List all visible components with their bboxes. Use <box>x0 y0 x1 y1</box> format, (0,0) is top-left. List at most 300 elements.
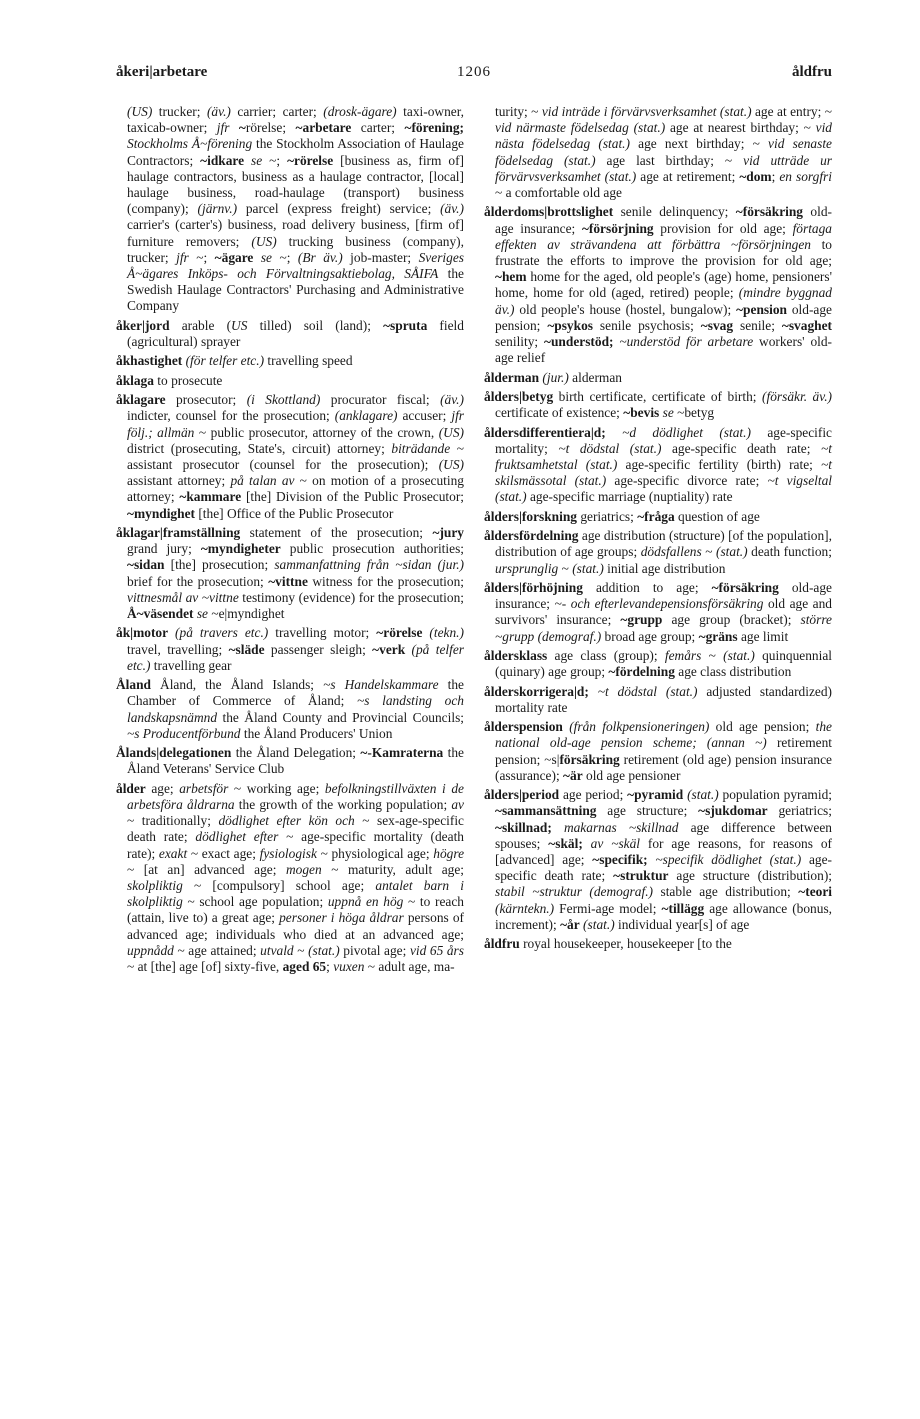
bold-term: ~vittne <box>268 573 308 589</box>
entry-text: ~; <box>272 249 298 265</box>
dictionary-entry <box>484 648 832 680</box>
italic-term: dödsfallens <box>640 544 702 560</box>
entry-text: geriatrics; <box>576 508 638 524</box>
entry-text: assistant attorney; <box>127 473 231 489</box>
entry-text: senile; <box>733 317 782 333</box>
italic-term: större ~grupp (demograf.) <box>495 612 832 644</box>
entry-text: home for the aged, old people's (age) home, pensioners' home, home for old (aged, retired) people; <box>495 269 832 301</box>
entry-text: [the] Office of the Public Prosecutor <box>194 505 394 521</box>
entry-text: turity; ~ <box>495 104 542 119</box>
bold-term: åkhastighet <box>116 353 183 369</box>
entry-text: [business as, firm of] haulage contractors, business as a haulage contractor, [local] haulage business, road-haulage (transport) business (company); <box>127 152 464 217</box>
bold-term: ~är <box>563 767 583 783</box>
entry-text: ~ age attained; <box>173 942 261 958</box>
entry-text: the Åland Veterans' Service Club <box>127 745 464 777</box>
bold-term: Å~väsendet <box>127 606 194 622</box>
entry-text: age at retirement; <box>636 168 740 184</box>
entry-text: age-specific death rate; <box>661 440 822 456</box>
entry-text: adjusted standardized) mortality rate <box>495 683 832 715</box>
entry-text: ~ school age population; <box>182 894 328 910</box>
italic-term: (stat.) <box>308 942 340 958</box>
bold-term: ~verk <box>372 641 406 657</box>
dictionary-entry <box>484 787 832 933</box>
italic-term: biträdande <box>391 440 451 456</box>
entry-text: retirement pension; ~s| <box>495 735 832 767</box>
bold-term: ålderspension <box>484 719 563 735</box>
entry-text: age limit <box>737 628 789 644</box>
italic-term: the national old-age pension scheme; (annan ~) <box>495 719 832 751</box>
bold-term: ~försäkring <box>735 204 804 220</box>
italic-term: ~t dödstal (stat.) <box>558 440 662 456</box>
dictionary-entry <box>484 528 832 577</box>
entry-text: retirement (old age) pension insurance (assurance); <box>495 751 832 783</box>
bold-term: ålders|förhöjning <box>484 580 583 595</box>
bold-term: ålder <box>116 780 146 796</box>
entry-text: to prosecute <box>153 372 223 388</box>
entry-text: statement of the prosecution; <box>240 525 433 541</box>
italic-term: jfr <box>176 249 189 265</box>
italic-term: jfr följ.; allmän <box>127 408 464 440</box>
entry-text: age-specific divorce rate; <box>606 473 768 489</box>
entry-text: royal housekeeper, housekeeper [to the <box>519 936 732 952</box>
left-column <box>116 104 464 978</box>
entry-text: senility; <box>495 334 545 350</box>
entry-text: travel, travelling; <box>127 641 229 657</box>
entry-text: ~; <box>188 249 215 265</box>
bold-term: ~pyramid <box>627 787 684 803</box>
italic-term: personer i höga åldrar <box>279 910 404 926</box>
bold-term: ~förening; <box>404 120 465 136</box>
italic-term: (för telfer etc.) <box>185 353 265 369</box>
entry-text: ~ age-specific mortality (death rate); <box>127 829 464 861</box>
italic-term: av <box>451 797 464 813</box>
entry-text: age distribution (structure) [of the population], distribution of age groups; <box>495 528 832 560</box>
italic-term: vid 65 års <box>409 942 464 958</box>
italic-term: (drosk-ägare) <box>323 104 397 119</box>
italic-term: (på travers etc.) <box>175 625 269 641</box>
italic-term: befolkningstillväxten i de arbetsföra åldrarna <box>127 780 464 813</box>
entry-text: age at entry; ~ <box>751 104 833 119</box>
italic-term: (stat.) <box>687 787 719 803</box>
entry-text: old people's house (hostel, bungalow); <box>514 301 737 317</box>
entry-text: death function; <box>747 544 832 560</box>
italic-term: ursprunglig <box>495 560 559 576</box>
entry-text: ~ <box>701 648 724 663</box>
entry-text: age-specific death rate; <box>495 852 832 884</box>
bold-term: ~gräns <box>698 628 738 644</box>
italic-term: (på telfer etc.) <box>127 641 464 673</box>
right-column <box>484 104 832 956</box>
entry-text: ~ adult age, ma- <box>364 959 455 975</box>
italic-term: femårs <box>664 648 702 663</box>
entry-text: the Åland County and Provincial Councils; <box>217 709 464 725</box>
italic-term: (Br äv.) <box>297 249 343 265</box>
entry-text: age; <box>145 780 180 796</box>
bold-term: Ålands|delegationen <box>116 745 232 761</box>
bold-term: Åland <box>116 677 151 693</box>
entry-text: ~e|myndighet <box>208 606 285 622</box>
dictionary-entry <box>116 353 464 369</box>
bold-term: åldersfördelning <box>484 528 579 544</box>
dictionary-entry <box>484 389 832 421</box>
italic-term: (anklagare) <box>334 408 398 424</box>
dictionary-entry <box>116 373 464 389</box>
italic-term: ~t skilsmässotal (stat.) <box>495 457 832 489</box>
italic-term: (jur.) <box>542 369 569 385</box>
entry-text: ; <box>771 168 780 184</box>
entry-text: alderman <box>568 369 622 385</box>
italic-term: (stat.) <box>723 648 755 663</box>
entry-text: senile psychosis; <box>592 317 701 333</box>
bold-term: ~grupp <box>620 612 663 628</box>
italic-term: vuxen <box>333 959 365 975</box>
italic-term: ~t vigseltal (stat.) <box>495 473 833 505</box>
italic-term: på talan av <box>230 473 295 489</box>
italic-term: vid inträde i förvärvsverksamhet (stat.) <box>541 104 752 119</box>
dictionary-entry <box>484 936 832 952</box>
bold-term: ~rörelse <box>376 625 423 641</box>
entry-text: district (prosecuting, State's, circuit) attorney; <box>127 440 392 456</box>
entry-text: ~ <box>701 544 716 560</box>
italic-term: (äv.) <box>440 201 464 217</box>
entry-text: old age pensioner <box>582 767 681 783</box>
entry-text: broad age group; <box>601 628 699 644</box>
entry-text <box>168 625 175 640</box>
italic-term: dödlighet efter kön och <box>218 813 355 829</box>
entry-text: rörelse; <box>245 120 296 136</box>
entry-text: age-specific marriage (nuptiality) rate <box>526 489 733 505</box>
italic-term: vid nästa födelsedag (stat.) <box>495 120 832 152</box>
bold-term: ~ <box>229 120 246 136</box>
entry-text: age-specific mortality; <box>495 424 832 456</box>
entry-text: age difference between spouses; <box>495 819 832 851</box>
bold-term: åker|jord <box>116 317 170 333</box>
entry-text: initial age distribution <box>603 560 726 576</box>
bold-term: ~försörjning <box>581 220 654 236</box>
italic-term: US <box>231 317 248 333</box>
entry-text: old age pension; <box>709 719 816 735</box>
page-number: 1206 <box>457 64 491 80</box>
dictionary-entry <box>116 104 464 315</box>
bold-term: ~teori <box>798 884 832 900</box>
entry-text: procurator fiscal; <box>320 392 441 408</box>
bold-term: ~fördelning <box>608 664 675 680</box>
bold-term: ~dom <box>739 168 772 184</box>
italic-term: (tekn.) <box>429 625 464 641</box>
dictionary-entry <box>116 318 464 350</box>
entry-text: ~ [at an] advanced age; <box>127 861 286 877</box>
dictionary-entry <box>484 684 832 716</box>
entry-text: age structure; <box>596 803 699 819</box>
italic-term: exakt <box>158 845 188 861</box>
italic-term: se <box>251 152 263 168</box>
entry-text: age period; <box>559 787 628 803</box>
entry-text: age at nearest birthday; ~ <box>665 120 816 136</box>
italic-term: (US) <box>438 457 464 473</box>
entry-text: ~ <box>558 560 573 576</box>
entry-text: old-age pension; <box>495 301 832 333</box>
bold-term: ~försäkring <box>711 580 779 595</box>
dictionary-entry <box>116 781 464 975</box>
bold-term: åklaga <box>116 372 154 388</box>
entry-text: quinquennial (quinary) age group; <box>495 648 832 680</box>
italic-term: vittnesmål av ~vittne <box>127 589 239 605</box>
entry-text: field (agricultural) sprayer <box>127 317 464 350</box>
bold-term: ~svaghet <box>781 317 832 333</box>
entry-text: age class (group); <box>547 648 665 663</box>
dictionary-entry <box>116 392 464 522</box>
entry-text: workers' old-age relief <box>495 334 833 366</box>
entry-text: ~ sex-age-specific death rate; <box>127 813 464 845</box>
bold-term: ålders|betyg <box>484 389 554 405</box>
entry-text: certificate of existence; <box>495 405 624 421</box>
entry-text: ; <box>326 959 334 975</box>
entry-text: indicter, counsel for the prosecution; <box>127 408 335 424</box>
bold-term: ~understöd; <box>544 334 620 350</box>
italic-term: stabil ~struktur (demograf.) <box>495 884 653 900</box>
bold-term: ålders|forskning <box>484 508 577 524</box>
page-header <box>116 64 832 86</box>
entry-text: prosecutor; <box>165 392 247 408</box>
entry-text: ~ <box>293 942 309 958</box>
entry-text: witness for the prosecution; <box>307 573 464 589</box>
italic-term: (US) <box>127 104 153 119</box>
entry-text: age structure (distribution); <box>668 868 832 884</box>
bold-term: åklagare <box>116 392 166 408</box>
bold-term: ~fråga <box>637 508 675 524</box>
entry-text: age last birthday; ~ <box>595 152 744 168</box>
entry-text: age allowance (bonus, increment); <box>495 900 833 932</box>
italic-term: uppnå en hög <box>327 894 404 910</box>
entry-text: [the] Division of the Public Prosecutor; <box>241 489 464 505</box>
bold-term: åldersklass <box>484 648 548 663</box>
entry-text: old-age insurance; <box>495 580 832 612</box>
entry-text: age next birthday; ~ <box>629 136 769 152</box>
entry-text: age-specific fertility (birth) rate; <box>617 457 822 473</box>
bold-term: ~sidan <box>127 557 165 573</box>
bold-term: ~idkare <box>200 152 245 168</box>
entry-text: ~ a comfortable old age <box>495 185 622 201</box>
italic-term: dödlighet efter <box>195 829 279 845</box>
entry-text: taxi-owner, taxicab-owner; <box>127 104 464 136</box>
entry-text: for age reasons, for reasons of [advanced] age; <box>495 835 832 867</box>
entry-text: geriatrics; <box>767 803 832 819</box>
entry-text: ~ public prosecutor, attorney of the crown, <box>194 424 439 440</box>
bold-term: åk|motor <box>116 625 169 641</box>
italic-term: (stat.) <box>715 544 748 560</box>
entry-text: provision for old age; <box>653 220 793 236</box>
entry-text: the Swedish Haulage Contractors' Purchasing and Administrative Company <box>127 266 464 314</box>
entry-text: the Chamber of Commerce of Åland; <box>127 677 464 709</box>
entry-text: ~ maturity, adult age; <box>321 861 465 877</box>
entry-text: the Åland Producers' Union <box>240 725 393 741</box>
italic-term: ~- och efterlevandepensionsförsäkring <box>554 596 764 612</box>
entry-text: persons of advanced age; individuals who died at an advanced age; <box>127 910 464 942</box>
entry-text: age class distribution <box>674 664 792 680</box>
italic-term: sammanfattning från ~sidan (jur.) <box>274 557 464 573</box>
bold-term: ~skillnad; <box>495 819 564 835</box>
bold-term: ~skäl; <box>548 835 591 851</box>
italic-term: (mindre byggnad äv.) <box>495 285 832 317</box>
bold-term: ~ägare <box>214 249 254 265</box>
italic-term: vid närmaste födelsedag (stat.) <box>495 120 666 136</box>
italic-term: vid utträde ur förvärvsverksamhet (stat.) <box>495 152 832 184</box>
italic-term: (äv.) <box>440 392 464 408</box>
entry-text: travelling speed <box>264 353 353 369</box>
entry-text: birth certificate, certificate of birth; <box>553 389 763 405</box>
italic-term: ~s landsting och landskapsnämnd <box>127 693 464 725</box>
entry-text: job-master; <box>342 249 419 265</box>
dictionary-entry <box>484 580 832 645</box>
italic-term: (järnv.) <box>197 201 238 217</box>
italic-term: vid senaste födelsedag (stat.) <box>495 136 832 168</box>
entry-text: carrier; carter; <box>230 104 324 119</box>
entry-text: arable ( <box>169 317 232 333</box>
entry-text: Åland, the Åland Islands; <box>150 677 324 693</box>
entry-text <box>244 153 251 168</box>
entry-text: pivotal age; <box>339 942 410 958</box>
bold-term: ~spruta <box>383 317 428 333</box>
entry-text: ~ working age; <box>228 780 325 796</box>
entry-text: testimony (evidence) for the prosecution; <box>238 589 464 605</box>
entry-text: ~ physiological age; <box>316 845 434 861</box>
entry-text: senile delinquency; <box>613 204 736 220</box>
bold-term: ~arbetare <box>295 120 352 136</box>
entry-text: ~ exact age; <box>187 845 260 861</box>
bold-term: ålders|period <box>484 787 560 803</box>
bold-term: ~bevis <box>623 405 660 421</box>
entry-text: ~; <box>262 152 288 168</box>
italic-term: se <box>196 606 208 622</box>
dictionary-entry <box>484 370 832 386</box>
italic-term: utvald <box>260 942 294 958</box>
entry-text: ~betyg <box>673 405 715 421</box>
entry-text: trucker; <box>152 104 207 119</box>
dictionary-entry <box>484 719 832 784</box>
bold-term: ~struktur <box>613 868 669 884</box>
italic-term: av ~skäl <box>590 835 641 851</box>
entry-text: the growth of the working population; <box>234 797 452 813</box>
entry-text: passenger sleigh; <box>264 641 373 657</box>
entry-text: brief for the prosecution; <box>127 573 269 589</box>
italic-term: (äv.) <box>206 104 231 119</box>
entry-text: trucking business (company), trucker; <box>127 233 464 265</box>
italic-term: skolpliktig <box>127 878 183 894</box>
italic-term: uppnådd <box>127 942 174 958</box>
bold-term: ~myndigheter <box>200 541 281 557</box>
entry-text: population pyramid; <box>718 787 832 803</box>
entry-text: ~ assistant prosecutor (counsel for the prosecution); <box>127 440 464 473</box>
entry-text: ~ on motion of a prosecuting attorney; <box>127 473 464 505</box>
bold-term: åldfru <box>484 936 520 952</box>
dictionary-entry <box>484 509 832 525</box>
italic-term: (US) <box>251 233 277 249</box>
bold-term: ålderdoms|brottslighet <box>484 204 614 220</box>
bold-term: ~svag <box>700 317 734 333</box>
bold-term: ~tillägg <box>661 900 705 916</box>
italic-term: ~specifik dödlighet (stat.) <box>655 852 802 867</box>
bold-term: ~sjukdomar <box>698 803 768 819</box>
entry-text: to frustrate the efforts to improve the provision for old age; <box>495 236 832 269</box>
italic-term: antalet barn i skolpliktig <box>127 878 464 910</box>
entry-text: accuser; <box>397 408 452 424</box>
italic-term: ~s Handelskammare <box>323 677 439 693</box>
italic-term: fysiologisk <box>259 845 317 861</box>
bold-term: ~kammare <box>179 489 242 505</box>
italic-term: förtaga effekten av strävandena att förbättra ~försörjningen <box>495 220 832 252</box>
entry-text: the Åland Delegation; <box>231 745 361 761</box>
italic-term: Sveriges Å~ägares Inköps- och Förvaltningsaktiebolag, SÅIFA <box>127 249 464 282</box>
italic-term: makarnas ~skillnad <box>563 819 679 835</box>
bold-term: ~släde <box>228 641 265 657</box>
bold-term: ~hem <box>495 269 527 285</box>
entry-text: ~ at [the] age [of] sixty-five, <box>127 959 283 975</box>
dictionary-entry <box>484 104 832 201</box>
entry-text: public prosecution authorities; <box>280 541 464 557</box>
italic-term: ~t fruktsamhetstal (stat.) <box>495 440 832 473</box>
italic-term: se <box>260 249 272 265</box>
left-guide-word: åkeri|arbetare <box>116 64 208 80</box>
entry-text: parcel (express freight) service; <box>237 201 441 217</box>
bold-term: ~rörelse <box>287 152 334 168</box>
bold-term: åklagar|framställning <box>116 525 241 541</box>
entry-text: tilled) soil (land); <box>247 317 384 333</box>
bold-term: aged 65 <box>282 959 327 975</box>
italic-term: (stat.) <box>583 916 615 932</box>
dictionary-entry <box>116 677 464 742</box>
entry-text: ~ [compulsory] school age; <box>182 878 376 894</box>
italic-term: ~understöd för arbetare <box>619 334 754 350</box>
italic-term: arbetsför <box>179 780 229 796</box>
entry-text: grand jury; <box>127 541 201 557</box>
bold-term: ~sammansättning <box>495 803 597 819</box>
italic-term: jfr <box>216 120 230 136</box>
italic-term: Stockholms Å~förening <box>127 136 253 152</box>
entry-text: carrier's (carter's) business, road delivery business, [firm of] furniture removers; <box>127 217 464 249</box>
entry-text: stable age distribution; <box>653 884 799 900</box>
bold-term: försäkring <box>559 751 620 767</box>
italic-term: (stat.) <box>572 560 604 576</box>
bold-term: åldersdifferentiera|d; <box>484 424 623 440</box>
italic-term: högre <box>433 845 465 861</box>
bold-term: ~-Kamraterna <box>360 745 444 761</box>
entry-text: ~ traditionally; <box>127 813 219 829</box>
entry-text: old-age insurance; <box>495 204 832 236</box>
entry-text: individual year[s] of age <box>614 916 750 932</box>
entry-text <box>253 250 260 265</box>
entry-text: travelling motor; <box>268 625 377 641</box>
bold-term: ~jury <box>432 525 464 541</box>
italic-term: ~s Producentförbund <box>127 725 241 741</box>
italic-term: (försäkr. äv.) <box>762 389 832 405</box>
bold-term: ~psykos <box>547 317 593 333</box>
bold-term: ålderman <box>484 369 540 385</box>
entry-text: carter; <box>351 120 405 136</box>
entry-text: [the] prosecution; <box>164 557 275 573</box>
italic-term: ~d dödlighet (stat.) <box>622 424 751 440</box>
italic-term: (från folkpensioneringen) <box>569 719 710 735</box>
bold-term: ~pension <box>736 301 787 317</box>
bold-term: ~myndighet <box>127 505 195 521</box>
italic-term: (i Skottland) <box>246 392 321 408</box>
entry-text: Fermi-age model; <box>554 900 662 916</box>
right-guide-word: åldfru <box>791 64 832 80</box>
italic-term: en sorgfri <box>779 168 832 184</box>
dictionary-entry <box>116 745 464 777</box>
bold-term: ~år <box>560 916 580 932</box>
italic-term: se <box>662 405 674 421</box>
entry-text: travelling gear <box>150 657 232 673</box>
